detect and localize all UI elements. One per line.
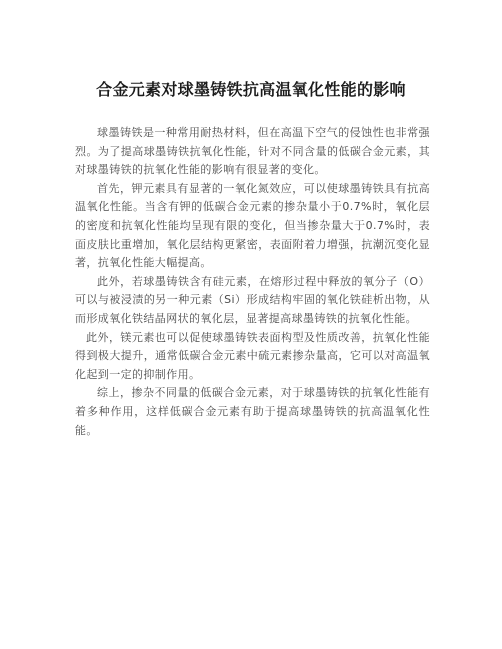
- paragraph-potassium: 首先，钾元素具有显著的一氧化氮效应，可以使球墨铸铁具有抗高温氧化性能。当含有钾的低碳合金元素的掺杂量小于0.7%时，氧化层的密度和抗氧化性能均呈现有限的变化，但当掺杂量大于0.7%时，表面皮肤比重增加，氧化层结构更紧密，表面附着力增强，抗潮沉变化显著，抗氧化性能大幅提高。: [75, 181, 430, 270]
- paragraph-conclusion: 综上，掺杂不同量的低碳合金元素，对于球墨铸铁的抗氧化性能有着多种作用，这样低碳合金元素有助于提高球墨铸铁的抗高温氧化性能。: [75, 386, 430, 437]
- document-title: 合金元素对球墨铸铁抗高温氧化性能的影响: [96, 80, 406, 99]
- document-body: [75, 124, 430, 440]
- paragraph-magnesium: 此外，镁元素也可以促使球墨铸铁表面构型及性质改善，抗氧化性能得到极大提升，通常低碳合金元素中硫元素掺杂量高，它可以对高温氧化起到一定的抑制作用。: [75, 330, 430, 381]
- paragraph-silicon: 此外，若球墨铸铁含有硅元素，在熔形过程中释放的氧分子（O）可以与被浸渍的另一种元素（Si）形成结构牢固的氧化铁硅析出物，从而形成氧化铁结晶网状的氧化层，显著提高球墨铸铁的抗氧化性能。: [75, 274, 430, 325]
- paragraph-intro: 球墨铸铁是一种常用耐热材料，但在高温下空气的侵蚀性也非常强烈。为了提高球墨铸铁抗氧化性能，针对不同含量的低碳合金元素，其对球墨铸铁的抗氧化性能的影响有很显著的变化。: [75, 126, 430, 177]
